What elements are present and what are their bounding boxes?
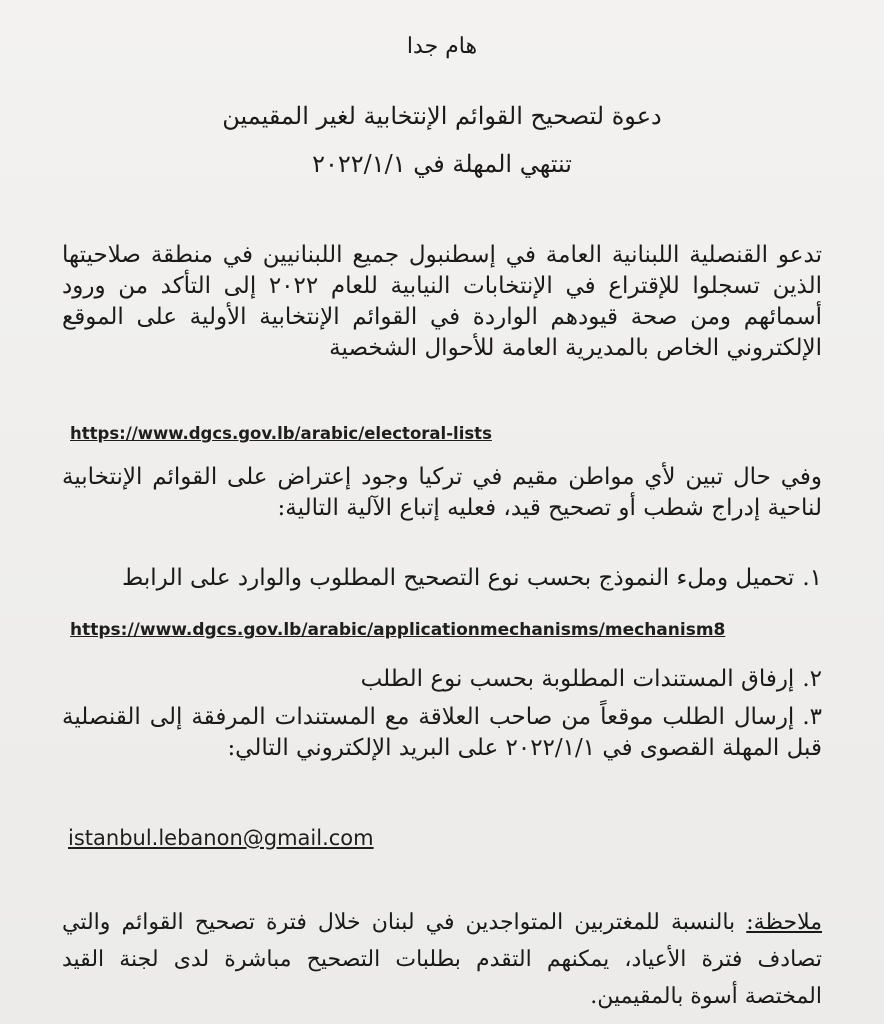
mechanism-link[interactable]: https://www.dgcs.gov.lb/arabic/applicationmechanisms/mechanism8	[70, 620, 726, 640]
important-heading: هام جدا	[406, 34, 478, 59]
document-title: دعوة لتصحيح القوائم الإنتخابية لغير المقيمين	[222, 102, 662, 130]
step-number: ٢.	[802, 666, 822, 692]
deadline-line: تنتهي المهلة في ٢٠٢٢/١/١	[312, 150, 572, 178]
note-label: ملاحظة:	[746, 910, 822, 935]
step-text: تحميل وملء النموذج بحسب نوع التصحيح المطلوب والوارد على الرابط	[122, 565, 795, 591]
electoral-lists-link[interactable]: https://www.dgcs.gov.lb/arabic/electoral-lists	[70, 424, 492, 443]
step-3	[62, 702, 822, 764]
step-1	[62, 563, 822, 594]
step-number: ٣.	[802, 704, 822, 730]
step-number: ١.	[802, 565, 822, 591]
step-2	[62, 664, 822, 695]
note-paragraph	[62, 904, 822, 1015]
step-text: إرسال الطلب موقعاً من صاحب العلاقة مع المستندات المرفقة إلى القنصلية قبل المهلة القصوى في ٢٠٢٢/١/١ على البريد الإلكتروني التالي:	[62, 704, 822, 761]
objection-paragraph: وفي حال تبين لأي مواطن مقيم في تركيا وجود إعتراض على القوائم الإنتخابية لناحية إدراج شطب أو تصحيح قيد، فعليه إتباع الآلية التالية:	[62, 464, 822, 521]
note-text: بالنسبة للمغتربين المتواجدين في لبنان خلال فترة تصحيح القوائم والتي تصادف فترة الأعياد، يمكنهم التقدم بطلبات التصحيح مباشرة لدى لجنة القيد المختصة أسوة بالمقيمين.	[62, 910, 822, 1009]
email-link[interactable]: istanbul.lebanon@gmail.com	[68, 826, 374, 850]
step-text: إرفاق المستندات المطلوبة بحسب نوع الطلب	[360, 666, 795, 692]
intro-paragraph: تدعو القنصلية اللبنانية العامة في إسطنبول جميع اللبنانيين في منطقة صلاحيتها الذين تسجلوا للإقتراع في الإنتخابات النيابية للعام ٢٠٢٢ إلى التأكد من ورود أسمائهم ومن صحة قيودهم الواردة في القوائم الإنتخابية الأولية على الموقع الإلكتروني الخاص بالمديرية العامة للأحوال الشخصية	[62, 242, 822, 361]
